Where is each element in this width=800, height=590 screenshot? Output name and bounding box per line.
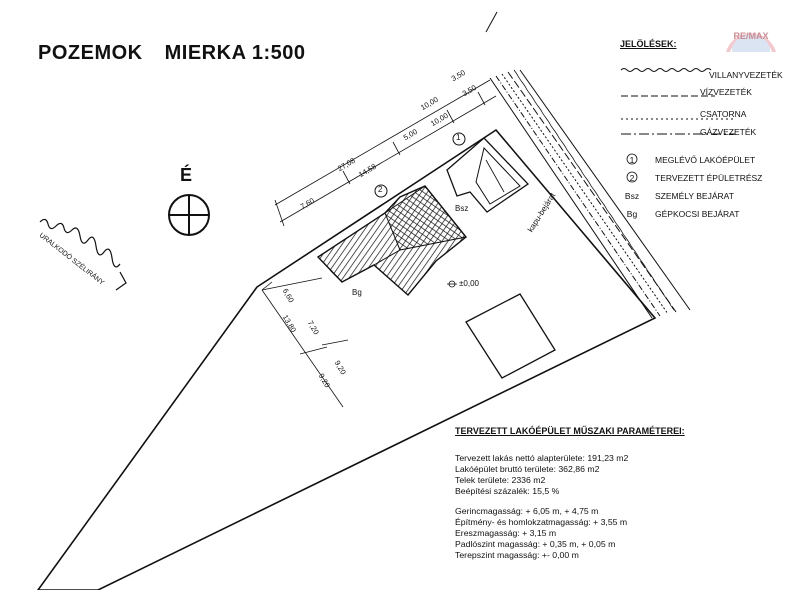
- dim-top-total: 27,08: [336, 155, 357, 174]
- level-label: ±0,00: [459, 279, 479, 288]
- level-symbol-icon: [447, 281, 457, 287]
- legend-label-existing: MEGLÉVŐ LAKÓÉPÜLET: [655, 155, 756, 165]
- param-row: Tervezett lakás nettó alapterülete: 191,23 m2: [455, 453, 629, 463]
- side-label: URALKODÓ SZÉLIRÁNY: [37, 232, 106, 287]
- param-row: Ereszmagasság: + 3,15 m: [455, 528, 557, 538]
- param-row: Telek területe: 2336 m2: [455, 475, 546, 485]
- dim-top-a: 7,60: [298, 195, 316, 212]
- legend-label-sewer: CSATORNA: [700, 109, 747, 119]
- north-arrow-icon: [169, 195, 209, 235]
- dim-top-b: 14,58: [357, 161, 378, 180]
- dim-top-g: 3,50: [460, 82, 478, 99]
- dim-top-f: 3,50: [449, 67, 467, 84]
- outbuilding: [466, 294, 555, 378]
- legend-key-1: 1: [629, 155, 635, 165]
- legend-label-power: VILLANYVEZETÉK: [709, 70, 783, 80]
- title-scale: MIERKA 1:500: [164, 42, 306, 64]
- marker-1: 1: [456, 133, 461, 142]
- existing-building: [447, 138, 528, 212]
- legend-heading: JELÖLÉSEK:: [620, 39, 677, 49]
- title-left: POZEMOK: [38, 42, 143, 64]
- param-row: Beépítési százalék: 15,5 %: [455, 486, 560, 496]
- legend-key-bsz: Bsz: [624, 191, 640, 201]
- dim-top-e: 10,00: [429, 110, 450, 129]
- legend-label-gas: GÁZVEZETÉK: [700, 127, 757, 137]
- entrance-bsz: Bsz: [455, 204, 469, 213]
- param-row: Lakóépület bruttó területe: 362,86 m2: [455, 464, 600, 474]
- param-row: Építmény- és homlokzatmagasság: + 3,55 m: [455, 517, 628, 527]
- parameters-heading: TERVEZETT LAKÓÉPÜLET MŰSZAKI PARAMÉTEREI:: [455, 426, 685, 436]
- left-dimension-lines: [262, 278, 348, 407]
- utility-strip: [486, 12, 690, 318]
- entrance-bg: Bg: [352, 288, 362, 297]
- wind-direction-icon: [37, 219, 126, 290]
- legend-key-bg: Bg: [626, 209, 638, 219]
- dim-left-c: 13,80: [280, 313, 298, 334]
- legend-label-water: VÍZVEZETÉK: [700, 87, 752, 97]
- north-label: É: [180, 165, 193, 185]
- param-row: Padlószint magasság: + 0,35 m, + 0,05 m: [455, 539, 616, 549]
- marker-2: 2: [378, 185, 383, 194]
- svg-text:RE/MAX: RE/MAX: [733, 31, 769, 41]
- dim-top-d: 10,00: [419, 94, 440, 113]
- param-row: Gerincmagasság: + 6,05 m, + 4,75 m: [455, 506, 599, 516]
- legend-label-car-entrance: GÉPKOCSI BEJÁRAT: [655, 209, 740, 219]
- param-row: Terepszint magasság: +- 0,00 m: [455, 550, 579, 560]
- dim-left-d: 9,20: [332, 358, 348, 377]
- dim-left-a: 6,60: [280, 286, 296, 305]
- dim-top-c: 5,00: [401, 126, 419, 143]
- legend-label-planned: TERVEZETT ÉPÜLETRÉSZ: [655, 173, 763, 183]
- dim-left-b: 7,20: [305, 318, 321, 337]
- gate-label: kapu-bejárat: [526, 191, 558, 234]
- legend-key-2: 2: [629, 173, 635, 183]
- wavy-line-icon: [621, 69, 711, 72]
- dim-left-e: 9,20: [316, 371, 332, 390]
- legend-label-person-entrance: SZEMÉLY BEJÁRAT: [655, 191, 734, 201]
